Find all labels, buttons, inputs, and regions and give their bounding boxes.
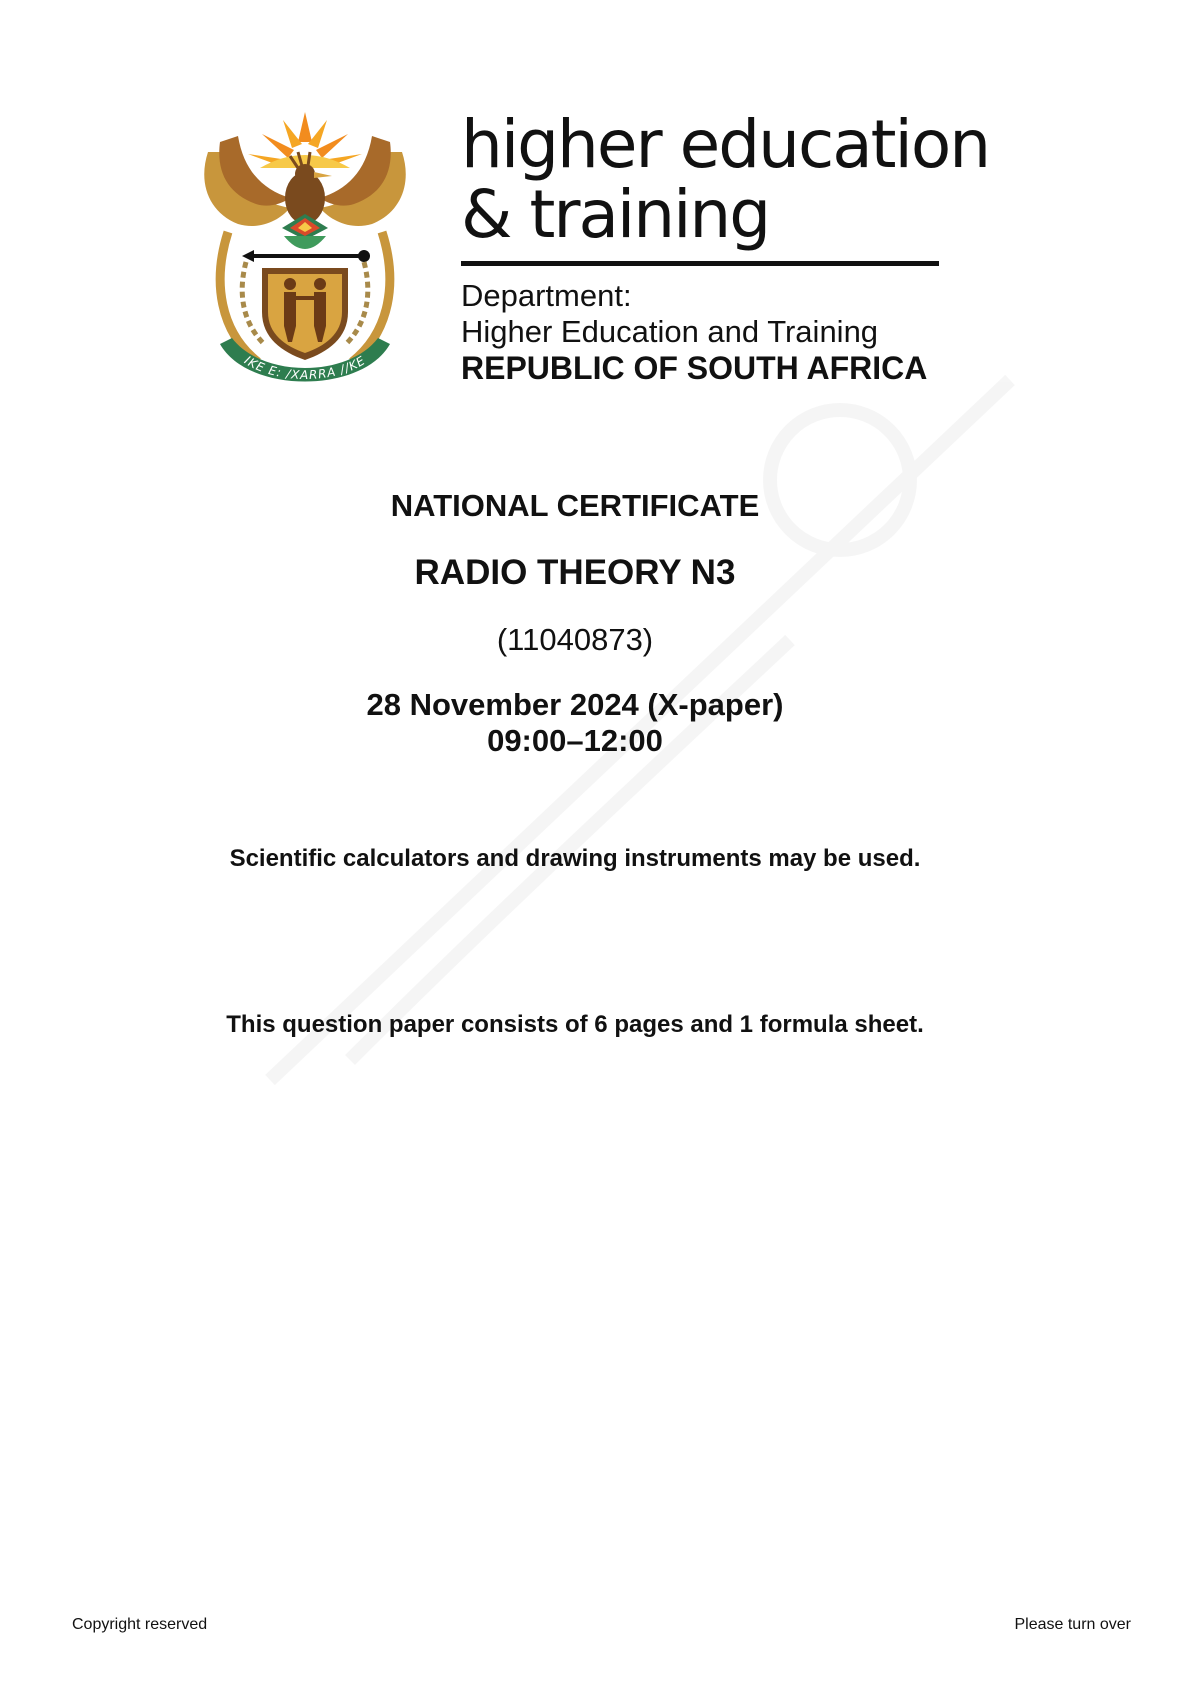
brand-line-1: higher education (461, 106, 990, 183)
page-count-text: This question paper consists of 6 pages and 1 formula sheet. (226, 1011, 924, 1038)
footer-copyright: Copyright reserved (72, 1616, 208, 1633)
footer-turn-over: Please turn over (1014, 1616, 1131, 1633)
exam-date: 28 November 2024 (X-paper) (366, 687, 784, 722)
spear-icon (242, 250, 370, 262)
department-label: Department: (461, 278, 632, 313)
coat-of-arms-logo (198, 112, 412, 394)
brand-line-2: & training (461, 176, 770, 253)
motto-text: IKE E: /XARRA //KE (241, 353, 369, 383)
protea-icon (282, 214, 328, 249)
country-name: REPUBLIC OF SOUTH AFRICA (461, 350, 928, 386)
subject-title: RADIO THEORY N3 (414, 553, 736, 592)
rising-sun-icon (248, 112, 362, 168)
instruction-text: Scientific calculators and drawing instruments may be used. (229, 845, 921, 872)
exam-time: 09:00–12:00 (487, 723, 663, 758)
certificate-title: NATIONAL CERTIFICATE (390, 488, 760, 523)
subject-code: (11040873) (496, 622, 654, 657)
brand-divider (461, 261, 939, 266)
department-brand (461, 106, 990, 386)
department-name: Higher Education and Training (461, 314, 879, 349)
shield-icon (262, 268, 348, 360)
